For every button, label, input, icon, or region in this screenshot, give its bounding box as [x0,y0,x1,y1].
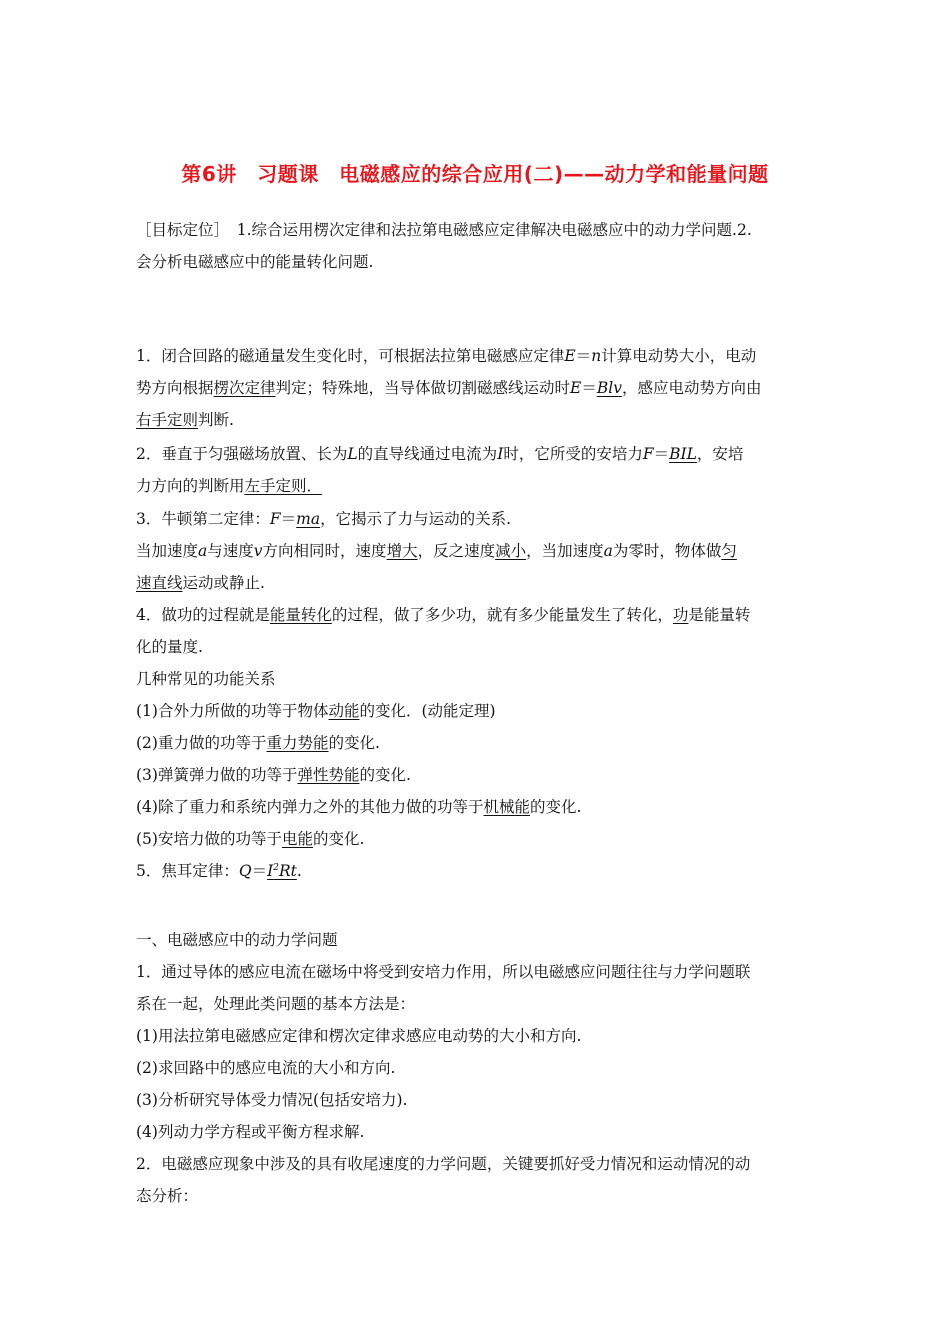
relation-3 [136,764,836,786]
review-item-2-line-2 [136,475,836,497]
text: 为零时，物体做 [612,542,722,560]
symbol-E: E [564,347,576,365]
review-item-4-line-2: 化的量度. [136,638,203,656]
symbol-v: v [253,542,263,560]
text: 判断. [198,411,234,429]
superscript: 2 [273,862,279,873]
text: 的变化. [328,734,380,752]
section-p2-line-2: 态分析： [136,1187,199,1205]
symbol-L: L [347,445,358,463]
symbol-Q: Q [238,862,252,880]
review-item-4-line-1 [136,604,836,626]
answer-blank: 左手定则． [244,477,323,495]
review-item-1-line-3 [136,409,836,431]
answer-blank: 增大 [386,542,418,560]
text: 时，它所受的安培力 [503,445,643,463]
symbol-a: a [198,542,208,560]
relation-1 [136,700,836,722]
text: 计算电动势大小，电动 [601,347,757,365]
objectives-label: ［目标定位］ [136,221,222,239]
text: (2)重力做的功等于 [136,734,267,752]
text: 势方向根据 [136,379,214,397]
review-item-2-line-1 [136,443,836,465]
review-item-3-line-1 [136,508,836,530]
answer-blank: 重力势能 [266,734,329,752]
text: 的直导线通过电流为 [357,445,498,463]
text: 运动或静止. [182,574,265,592]
text: 3．牛顿第二定律： [136,510,270,528]
method-step-3: (3)分析研究导体受力情况(包括安培力). [136,1091,408,1109]
text: 的变化. [312,830,365,848]
text: 与速度 [207,542,254,560]
equals: ＝ [280,510,297,528]
relations-heading: 几种常见的功能关系 [136,670,276,688]
text: 方向相同时，速度 [262,542,387,560]
section-p2-line-1: 2．电磁感应现象中涉及的具有收尾速度的力学问题，关键要抓好受力情况和运动情况的动 [136,1155,751,1173]
text: ，当加速度 [526,542,604,560]
equals: ＝ [581,379,597,397]
section-p1-line-2: 系在一起，处理此类问题的基本方法是： [136,995,416,1013]
text: (5)安培力做的功等于 [136,830,282,848]
answer-blank [267,862,297,880]
review-item-3-line-2 [136,540,836,562]
answer-blank: 能量转化 [269,606,332,624]
text: 力方向的判断用 [136,477,245,495]
text: 的变化. [529,798,582,816]
text: 4．做功的过程就是 [136,606,270,624]
symbol-I: I [267,862,274,880]
text: 2．垂直于匀强磁场放置、长为 [136,445,348,463]
relation-5 [136,828,836,850]
section-p1-line-1: 1．通过导体的感应电流在磁场中将受到安培力作用，所以电磁感应问题往往与力学问题联 [136,963,751,981]
text: ，感应电动势方向由 [622,379,762,397]
text: 1．闭合回路的磁通量发生变化时，可根据法拉第电磁感应定律 [136,347,565,365]
answer-blank: ma [296,510,321,528]
answer-blank: 楞次定律 [213,379,276,397]
equals: ＝ [575,347,592,365]
review-item-3-line-3 [136,572,836,594]
symbol-n: n [591,347,602,365]
page-title: 第6讲 习题课 电磁感应的综合应用(二)——动力学和能量问题 [181,162,769,186]
text: 是能量转 [688,606,751,624]
answer-blank: Blv [596,379,622,397]
review-item-1-line-2 [136,377,836,399]
method-step-2: (2)求回路中的感应电流的大小和方向. [136,1059,396,1077]
answer-blank: 动能 [328,702,360,720]
relation-2 [136,732,836,754]
text: 5．焦耳定律： [136,862,239,880]
symbol-E: E [570,379,582,397]
text: ，安培 [696,445,744,463]
symbol-a: a [603,542,613,560]
text: (4)除了重力和系统内弹力之外的其他力做的功等于 [136,798,484,816]
answer-blank: 匀 [721,542,737,560]
answer-blank: 功 [672,606,689,624]
answer-blank: 机械能 [483,798,530,816]
equals: ＝ [251,862,268,880]
text: ，它揭示了力与运动的关系. [320,510,512,528]
objectives-line-2: 会分析电磁感应中的能量转化问题. [136,253,374,271]
relation-4 [136,796,836,818]
text: 当加速度 [136,542,199,560]
section-heading: 一、电磁感应中的动力学问题 [136,931,338,949]
text: 的变化．(动能定理) [359,702,496,720]
answer-blank: 右手定则 [136,411,199,429]
equals: ＝ [653,445,670,463]
answer-blank: 减小 [495,542,527,560]
text: 的过程，做了多少功，就有多少能量发生了转化， [331,606,673,624]
symbol-Rt: Rt [278,862,297,880]
symbol-F: F [642,445,654,463]
answer-blank: 弹性势能 [297,766,360,784]
symbol-F: F [269,510,281,528]
objectives-line-1 [136,219,836,241]
text: . [296,862,302,880]
text: 的变化. [359,766,411,784]
answer-blank: 电能 [281,830,313,848]
method-step-4: (4)列动力学方程或平衡方程求解. [136,1123,365,1141]
text: ，反之速度 [417,542,496,560]
method-step-1: (1)用法拉第电磁感应定律和楞次定律求感应电动势的大小和方向. [136,1027,582,1045]
review-item-1-line-1 [136,345,836,367]
text: (3)弹簧弹力做的功等于 [136,766,298,784]
review-item-5 [136,860,836,882]
objectives-text: 1.综合运用楞次定律和法拉第电磁感应定律解决电磁感应中的动力学问题.2. [221,221,752,239]
text: 判定；特殊地，当导体做切割磁感线运动时 [275,379,571,397]
answer-blank: BIL [669,445,697,463]
answer-blank: 速直线 [136,574,183,592]
text: (1)合外力所做的功等于物体 [136,702,329,720]
symbol-I: I [497,445,504,463]
